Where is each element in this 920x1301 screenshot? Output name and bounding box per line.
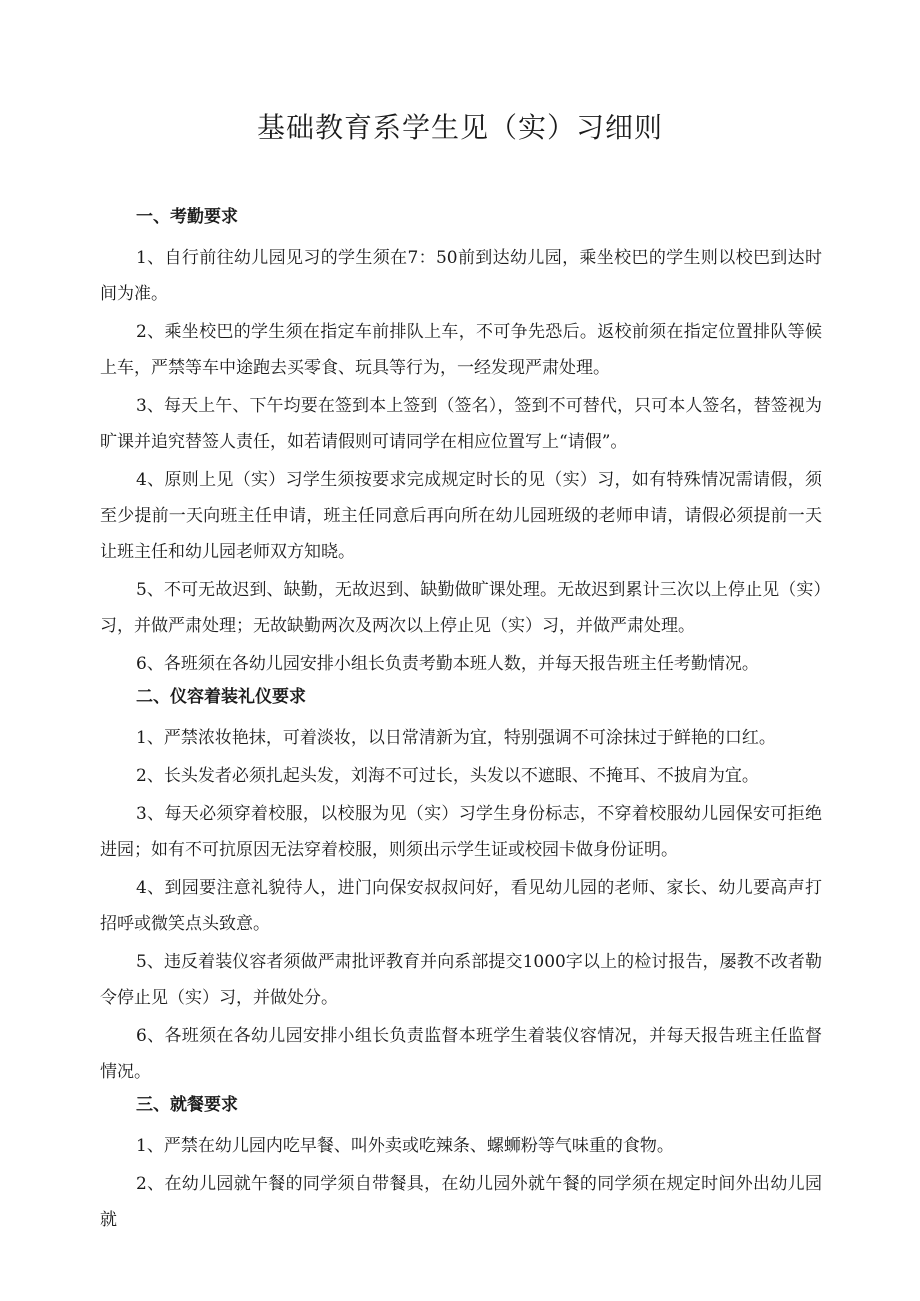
- page-title: 基础教育系学生见（实）习细则: [256, 111, 663, 144]
- paragraph: 1、严禁在幼儿园内吃早餐、叫外卖或吃辣条、螺蛳粉等气味重的食物。: [136, 1136, 674, 1156]
- paragraph: 3、每天必须穿着校服，以校服为见（实）习学生身份标志，不穿着校服幼儿园保安可拒绝进园；如有不可抗原因无法穿着校服，则须出示学生证或校园卡做身份证明。: [100, 804, 822, 860]
- section-attendance: [100, 204, 822, 682]
- paragraph: 6、各班须在各幼儿园安排小组长负责监督本班学生着装仪容情况，并每天报告班主任监督情况。: [100, 1026, 822, 1082]
- section-heading: 三、就餐要求: [136, 1095, 238, 1115]
- paragraph: 5、不可无故迟到、缺勤，无故迟到、缺勤做旷课处理。无故迟到累计三次以上停止见（实）习，并做严肃处理；无故缺勤两次及两次以上停止见（实）习，并做严肃处理。: [100, 580, 822, 636]
- section-dining: [100, 1092, 822, 1238]
- paragraph: 6、各班须在各幼儿园安排小组长负责考勤本班人数，并每天报告班主任考勤情况。: [136, 654, 759, 674]
- paragraph: 3、每天上午、下午均要在签到本上签到（签名），签到不可替代，只可本人签名，替签视为旷课并追究替签人责任，如若请假则可请同学在相应位置写上“请假”。: [100, 396, 822, 452]
- paragraph: 2、在幼儿园就午餐的同学须自带餐具，在幼儿园外就午餐的同学须在规定时间外出幼儿园就: [100, 1174, 822, 1230]
- section-heading: 一、考勤要求: [136, 207, 238, 227]
- document-body: [100, 204, 822, 1240]
- paragraph: 5、违反着装仪容者须做严肃批评教育并向系部提交1000字以上的检讨报告，屡教不改者勒令停止见（实）习，并做处分。: [100, 952, 822, 1008]
- paragraph: 2、乘坐校巴的学生须在指定车前排队上车，不可争先恐后。返校前须在指定位置排队等候上车，严禁等车中途跑去买零食、玩具等行为，一经发现严肃处理。: [100, 322, 822, 378]
- paragraph: 2、长头发者必须扎起头发，刘海不可过长，头发以不遮眼、不掩耳、不披肩为宜。: [136, 766, 759, 786]
- paragraph: 1、自行前往幼儿园见习的学生须在7：50前到达幼儿园，乘坐校巴的学生则以校巴到达时间为准。: [100, 248, 822, 304]
- section-heading: 二、仪容着装礼仪要求: [136, 687, 306, 707]
- paragraph: 1、严禁浓妆艳抹，可着淡妆，以日常清新为宜，特别强调不可涂抹过于鲜艳的口红。: [136, 728, 776, 748]
- paragraph: 4、到园要注意礼貌待人，进门向保安叔叔问好，看见幼儿园的老师、家长、幼儿要高声打招呼或微笑点头致意。: [100, 878, 822, 934]
- section-appearance: [100, 684, 822, 1090]
- paragraph: 4、原则上见（实）习学生须按要求完成规定时长的见（实）习，如有特殊情况需请假，须至少提前一天向班主任申请，班主任同意后再向所在幼儿园班级的老师申请，请假必须提前一天让班主任和幼儿园老师双方知晓。: [100, 470, 822, 562]
